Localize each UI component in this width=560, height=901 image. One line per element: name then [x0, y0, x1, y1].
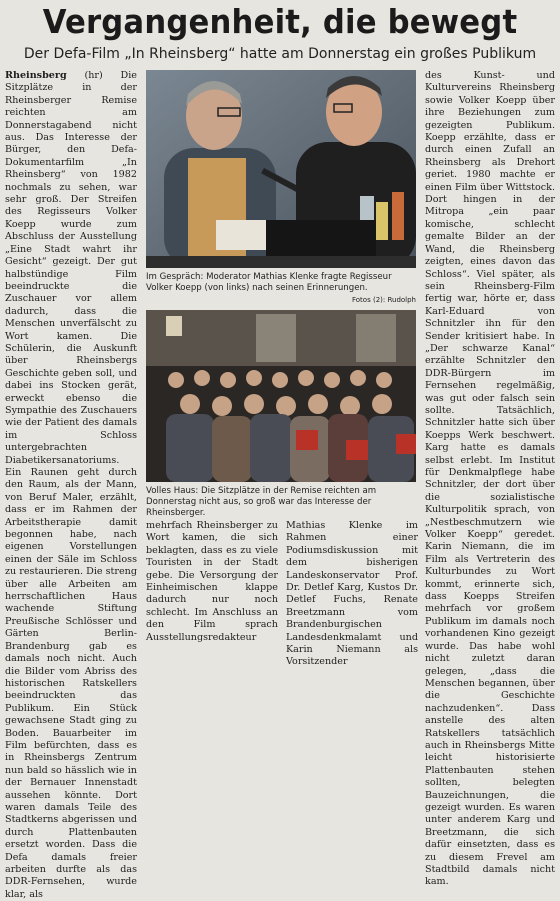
article-column-3: Mathias Klenke im Rahmen einer Podiumsdiskussion mit dem bisherigen Landeskonservator Prof. Dr. Detlef Karg, Kustos Dr. Detlef Fuchs, Renate Breetzmann vom Brandenburgischen Landesdenkmalamt und Karin Niemann als Vorsitzender [286, 520, 418, 668]
audience-photo-illustration [146, 310, 416, 482]
column-1-text: (hr) Die Sitzplätze in der Rheinsberger Remise reichten am Donnerstagabend nicht aus. Das Interesse der Bürger, den Defa-Dokumentarfilm „In Rheinsberg“ von 1982 nochmals zu sehen, war sehr groß. Der Streifen des Regisseurs Volker Koepp wurde zum Abschluss der Ausstellung „Eine Stadt wahrt ihr Gesicht“ gezeigt. Der gut halbstündige Film beeindruckte die Zuschauer vor allem dadurch, dass die Menschen unverfälscht zu Wort kamen. Die Schülerin, die Auskunft über Rheinsbergs Geschichte geben soll, und dabei ins Stocken gerät, erweckt ebenso die Sympathie des Zuschauers wie der Patient des damals im Schloss untergebrachten Diabetikersanatoriums. Ein Raunen geht durch den Raum, als der Mann, von Beruf Maler, erzählt, dass er im Rahmen der Arbeitstherapie damit begonnen habe, nach eigenen Vorstellungen einen der Säle im Schloss zu restaurieren. Die streng über alle Arbeiten am herrschaftlichen Haus wachende Stiftung Preußische Schlösser und Gärten Berlin-Brandenburg gab es damals noch nicht. Auch die Bilder vom Abriss des historischen Ratskellers beeindruckten das Publikum. Ein Stück gewachsene Stadt ging zu Boden. Bauarbeiter im Film befürchten, dass es in Rheinsbergs Zentrum nun bald so hässlich wie in der Bernauer Innenstadt aussehen könnte. Dort waren damals Teile des Stadtkerns abgerissen und durch Plattenbauten ersetzt worden. Dass die Defa damals freier arbeiten durfte als das DDR-Fernsehen, wurde klar, als [5, 70, 137, 900]
photo-caption-top [146, 272, 416, 306]
interview-photo-illustration [146, 70, 416, 268]
photo-caption-top-text: Im Gespräch: Moderator Mathias Klenke fragte Regisseur Volker Koepp (von links) nach seinen Erinnerungen. [146, 272, 392, 293]
photo-caption-bottom: Volles Haus: Die Sitzplätze in der Remise reichten am Donnerstag nicht aus, so groß war das Interesse der Rheinsberger. [146, 486, 377, 518]
photo-credit: Fotos (2): Rudolph [352, 296, 416, 304]
photo-interview [146, 70, 416, 268]
dateline: Rheinsberg [5, 70, 67, 81]
article-column-2: mehrfach Rheinsberger zu Wort kamen, die sich beklagten, dass es zu viele Touristen in der Stadt gebe. Die Versorgung der Einheimischen klappe dadurch nur noch schlecht. Im Anschluss an den Film sprach Ausstellungsredakteur [146, 520, 278, 643]
article-column-4: des Kunst- und Kulturvereins Rheinsberg sowie Volker Koepp über ihre Beziehungen zum gezeigten Publikum. Koepp erzählte, dass er durch einen Zufall an Rheinsberg als Drehort geriet. 1980 machte er einen Film über Wittstock. Dort hingen in der Mitropa „ein paar komische, schlecht gemalte Bilder an der Wand, die Rheinsberg zeigten, eines davon das Schloss“. Viel später, als sein Rheinsberg-Film fertig war, hörte er, dass Karl-Eduard von Schnitzler ihn für den Sender kritisiert habe. In „Der schwarze Kanal“ erzählte Schnitzler den DDR-Bürgern im Fernsehen regelmäßig, was gut oder falsch sein sollte. Tatsächlich, Schnitzler hatte sich über Koepps Werk beschwert. Karg hatte es damals selbst erlebt. Im Institut für Denkmalpflege habe Schnitzler, der dort über die sozialistische Kulturpolitik sprach, von „Nestbeschmutzern wie Volker Koepp“ geredet. Karin Niemann, die im Film als Vertreterin des Kulturbundes zu Wort kommt, erinnerte sich, dass Koepps Streifen mehrfach vor großem Publikum im damals noch vorhandenen Kino gezeigt wurde. Das habe wohl nicht zuletzt daran gelegen, „dass die Menschen begannen, über die Geschichte nachzudenken“. Dass anstelle des alten Ratskellers tatsächlich auch in Rheinsbergs Mitte leicht historisierte Plattenbauten stehen sollten, belegten Bauzeichnungen, die gezeigt wurden. Es waren unter anderem Karg und Breetzmann, die sich dafür einsetzten, dass es zu diesem Frevel am Stadtbild damals nicht kam. [425, 70, 555, 888]
photo-audience [146, 310, 416, 482]
headline: Vergangenheit, die bewegt [42, 2, 518, 41]
subheadline: Der Defa-Film „In Rheinsberg“ hatte am Donnerstag ein großes Publikum [23, 46, 537, 62]
article-column-1 [5, 70, 137, 900]
